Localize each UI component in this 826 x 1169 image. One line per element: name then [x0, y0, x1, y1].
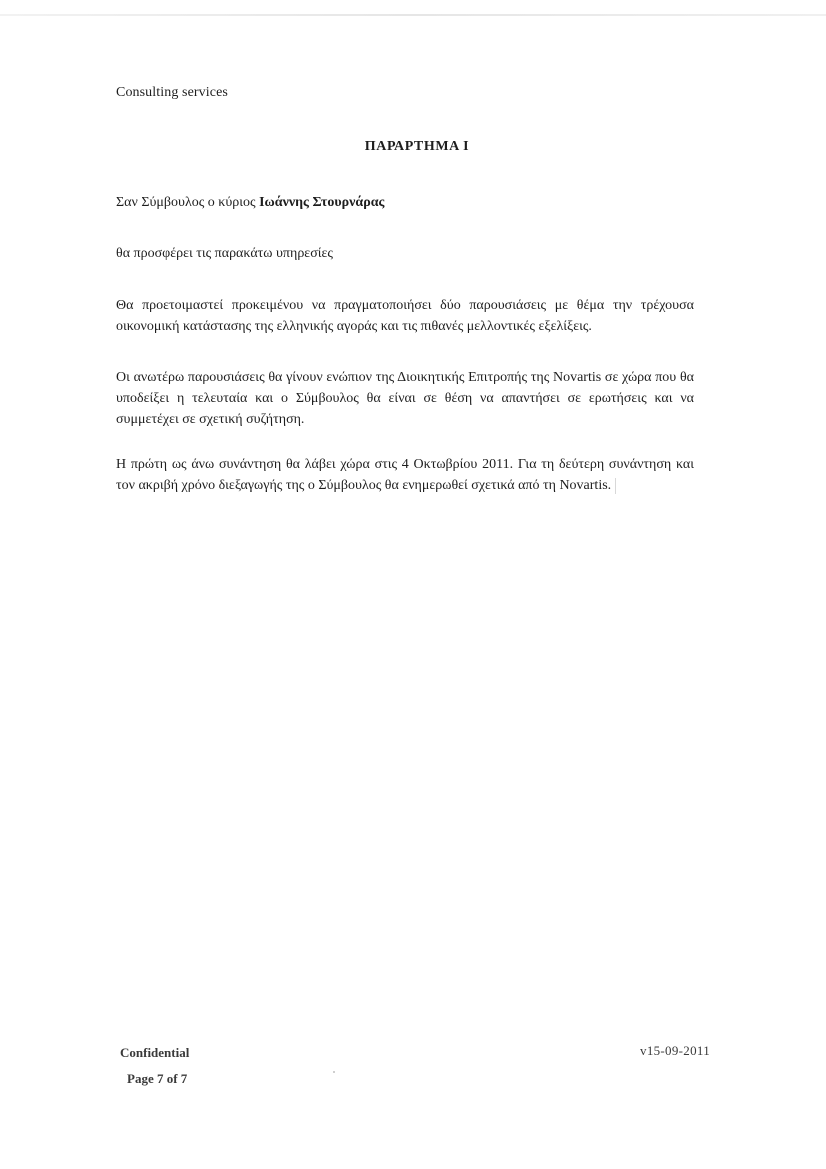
consultant-intro	[116, 192, 694, 213]
consultant-name: Ιωάννης Στουρνάρας	[259, 195, 385, 210]
cursor-mark	[615, 478, 616, 494]
paragraph-committee: Οι ανωτέρω παρουσιάσεις θα γίνουν ενώπιον της Διοικητικής Επιτροπής της Novartis σε χώρα που θα υποδείξει η τελευταία και ο Σύμβουλος θα είναι σε θέση να απαντήσει σε ερωτήσεις και να συμμετέχει σε σχετική συζήτηση.	[116, 370, 694, 427]
page-number: Page 7 of 7	[127, 1071, 188, 1086]
annex-title	[0, 139, 826, 155]
scan-speck	[333, 1071, 335, 1073]
version-label: v15-09-2011	[640, 1043, 710, 1058]
header-label: Consulting services	[116, 85, 228, 100]
paragraph-meeting-date-text: Η πρώτη ως άνω συνάντηση θα λάβει χώρα στις 4 Οκτωβρίου 2011. Για τη δεύτερη συνάντηση και τον ακριβή χρόνο διεξαγωγής της ο Σύμβουλος θα ενημερωθεί σχετικά από τη Novartis.	[116, 457, 694, 493]
footer-left	[120, 1043, 189, 1089]
confidential-label: Confidential	[120, 1045, 190, 1060]
paragraph-meeting-date	[116, 454, 694, 496]
annex-title-text: ΠΑΡΑΡΤΗΜΑ Ι	[364, 139, 470, 154]
consultant-intro-prefix: Σαν Σύμβουλος ο κύριος	[116, 195, 260, 210]
services-intro-line: θα προσφέρει τις παρακάτω υπηρεσίες	[116, 246, 333, 261]
paragraph-presentations: Θα προετοιμαστεί προκειμένου να πραγματοποιήσει δύο παρουσιάσεις με θέμα την τρέχουσα οικονομική κατάστασης της ελληνικής αγοράς και τις πιθανές μελλοντικές εξελίξεις.	[116, 298, 694, 334]
scan-edge-line	[0, 14, 826, 16]
